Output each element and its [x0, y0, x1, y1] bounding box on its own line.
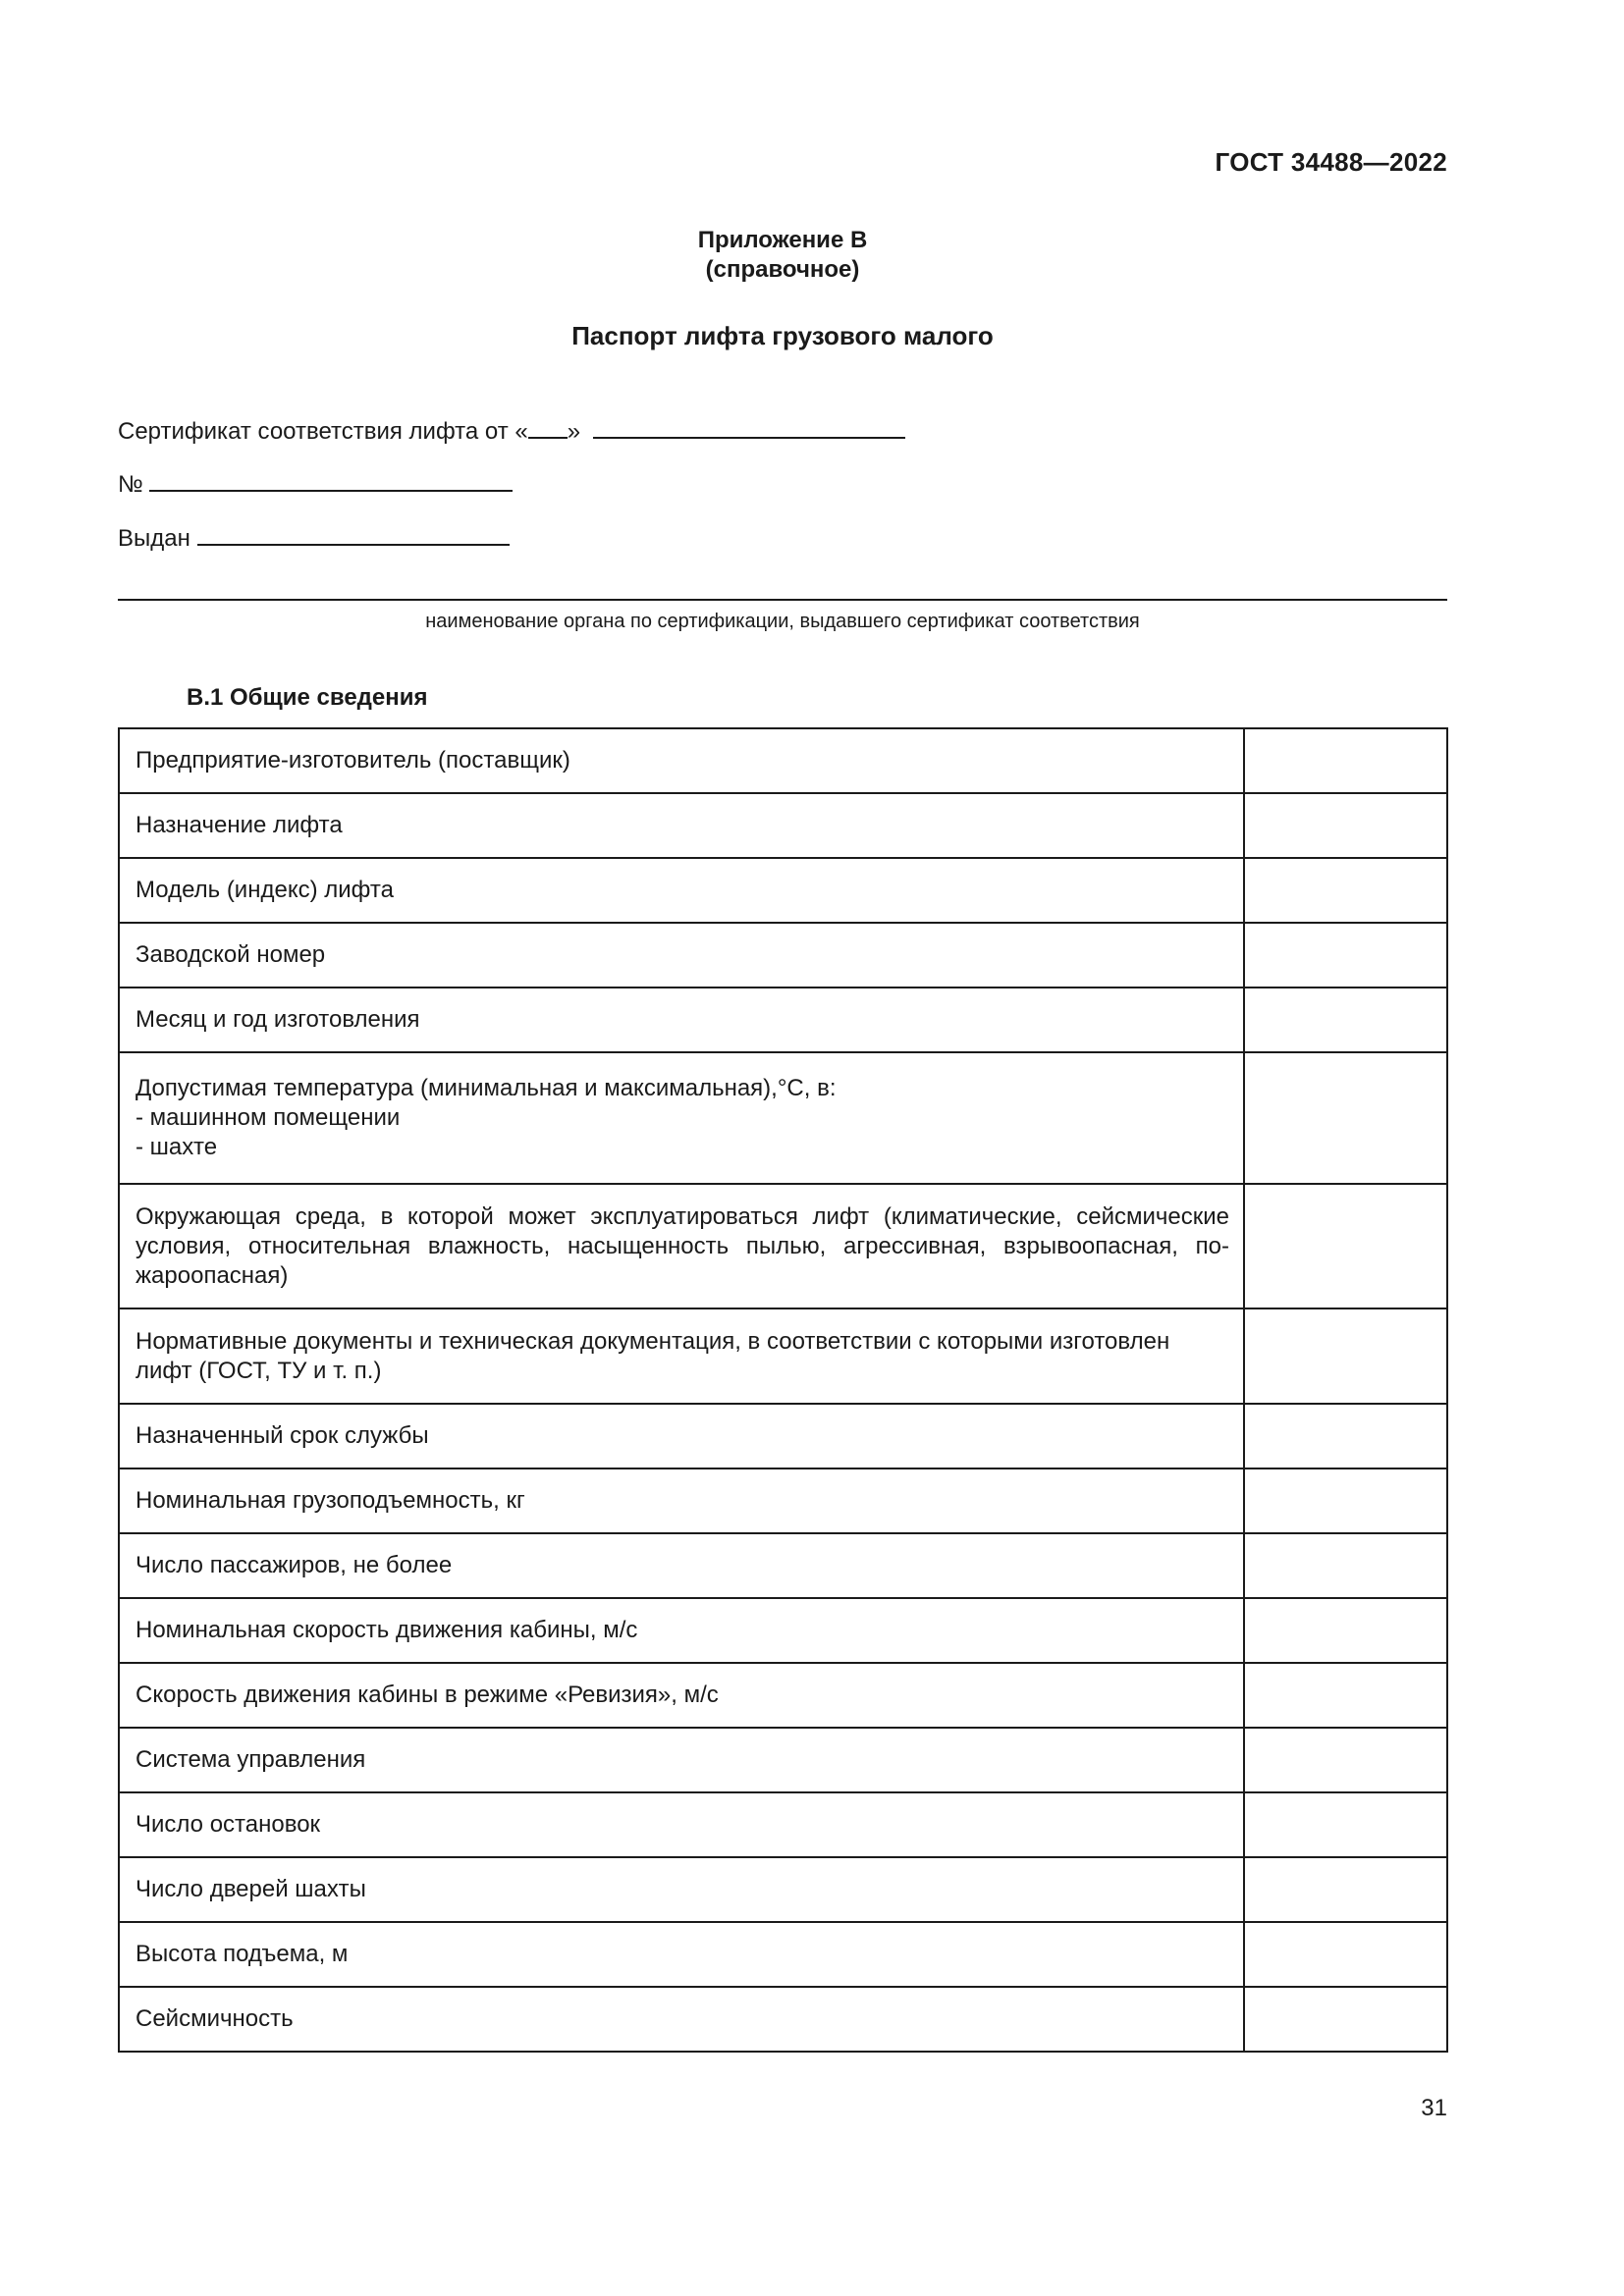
annex-heading	[0, 226, 1565, 285]
annex-status: (справочное)	[705, 256, 860, 283]
row-value-cell[interactable]	[1244, 1404, 1447, 1468]
row-value-cell[interactable]	[1244, 1052, 1447, 1184]
table-row	[119, 988, 1447, 1052]
table-row	[119, 1308, 1447, 1404]
table-row	[119, 1598, 1447, 1663]
certificate-prefix: Сертификат соответствия лифта от «	[118, 418, 528, 445]
row-label: Нормативные документы и техническая документация, в соответствии с которыми изготовлен лифт (ГОСТ, ТУ и т. п.)	[119, 1308, 1244, 1404]
row-value-cell[interactable]	[1244, 1728, 1447, 1792]
row-value-cell[interactable]	[1244, 1598, 1447, 1663]
certificate-number-label: №	[118, 471, 143, 498]
general-info-table	[118, 727, 1448, 2053]
row-value-cell[interactable]	[1244, 1663, 1447, 1728]
table-row	[119, 1987, 1447, 2052]
table-row	[119, 1468, 1447, 1533]
row-label: Число дверей шахты	[119, 1857, 1244, 1922]
row-label: Число пассажиров, не более	[119, 1533, 1244, 1598]
issuer-blank-line[interactable]	[118, 599, 1447, 601]
row-sub-item: - шахте	[135, 1134, 218, 1160]
row-label: Заводской номер	[119, 923, 1244, 988]
row-label: Допустимая температура (минимальная и максимальная),°С, в:	[135, 1075, 837, 1101]
row-value-cell[interactable]	[1244, 1792, 1447, 1857]
row-label: Высота подъема, м	[119, 1922, 1244, 1987]
row-label: Система управления	[119, 1728, 1244, 1792]
issuer-caption: наименование органа по сертификации, выдавшего сертификат соответствия	[425, 611, 1140, 632]
row-value-cell[interactable]	[1244, 988, 1447, 1052]
row-value-cell[interactable]	[1244, 793, 1447, 858]
certificate-quote-close: »	[567, 418, 581, 445]
row-value-cell[interactable]	[1244, 1308, 1447, 1404]
row-label: Номинальная скорость движения кабины, м/с	[119, 1598, 1244, 1663]
certificate-date-blank[interactable]	[593, 415, 905, 439]
table-row	[119, 1792, 1447, 1857]
document-title: Паспорт лифта грузового малого	[571, 321, 994, 350]
certificate-issued-blank[interactable]	[197, 522, 510, 546]
certificate-day-blank[interactable]	[528, 415, 568, 439]
table-row	[119, 1404, 1447, 1468]
row-label: Сейсмичность	[119, 1987, 1244, 2052]
row-value-cell[interactable]	[1244, 1987, 1447, 2052]
row-label: Модель (индекс) лифта	[119, 858, 1244, 923]
row-label: Номинальная грузоподъемность, кг	[119, 1468, 1244, 1533]
annex-title: Приложение В	[697, 227, 868, 253]
row-value-cell[interactable]	[1244, 1184, 1447, 1308]
row-sub-item: - машинном помещении	[135, 1104, 401, 1131]
row-label: Назначение лифта	[119, 793, 1244, 858]
row-temperature-cell	[119, 1052, 1244, 1184]
row-label: Месяц и год изготовления	[119, 988, 1244, 1052]
table-row	[119, 793, 1447, 858]
table-row	[119, 1052, 1447, 1184]
row-label: Окружающая среда, в которой может эксплуатироваться лифт (климатические, сейсмические условия, относительная влажность, насыщенность пылью, агрессивная, взрывоопасная, по-жароопасная)	[119, 1184, 1244, 1308]
table-row	[119, 1922, 1447, 1987]
row-label: Назначенный срок службы	[119, 1404, 1244, 1468]
row-label: Число остановок	[119, 1792, 1244, 1857]
table-row	[119, 858, 1447, 923]
row-value-cell[interactable]	[1244, 1922, 1447, 1987]
section-title: В.1 Общие сведения	[187, 684, 428, 711]
certificate-issued-label: Выдан	[118, 525, 190, 552]
table-row	[119, 1663, 1447, 1728]
certificate-issued-line	[118, 522, 510, 553]
certificate-date-line	[118, 415, 905, 446]
table-row	[119, 1533, 1447, 1598]
table-row	[119, 923, 1447, 988]
standard-designation: ГОСТ 34488—2022	[1215, 147, 1447, 177]
row-value-cell[interactable]	[1244, 1857, 1447, 1922]
table-row	[119, 1728, 1447, 1792]
certificate-number-line	[118, 468, 513, 499]
row-label: Скорость движения кабины в режиме «Ревизия», м/с	[119, 1663, 1244, 1728]
row-label: Предприятие-изготовитель (поставщик)	[119, 728, 1244, 793]
row-value-cell[interactable]	[1244, 1468, 1447, 1533]
certificate-number-blank[interactable]	[149, 468, 513, 492]
page-number: 31	[1421, 2095, 1447, 2121]
row-value-cell[interactable]	[1244, 858, 1447, 923]
row-value-cell[interactable]	[1244, 1533, 1447, 1598]
table-row	[119, 1184, 1447, 1308]
table-row	[119, 728, 1447, 793]
row-value-cell[interactable]	[1244, 923, 1447, 988]
row-value-cell[interactable]	[1244, 728, 1447, 793]
table-row	[119, 1857, 1447, 1922]
